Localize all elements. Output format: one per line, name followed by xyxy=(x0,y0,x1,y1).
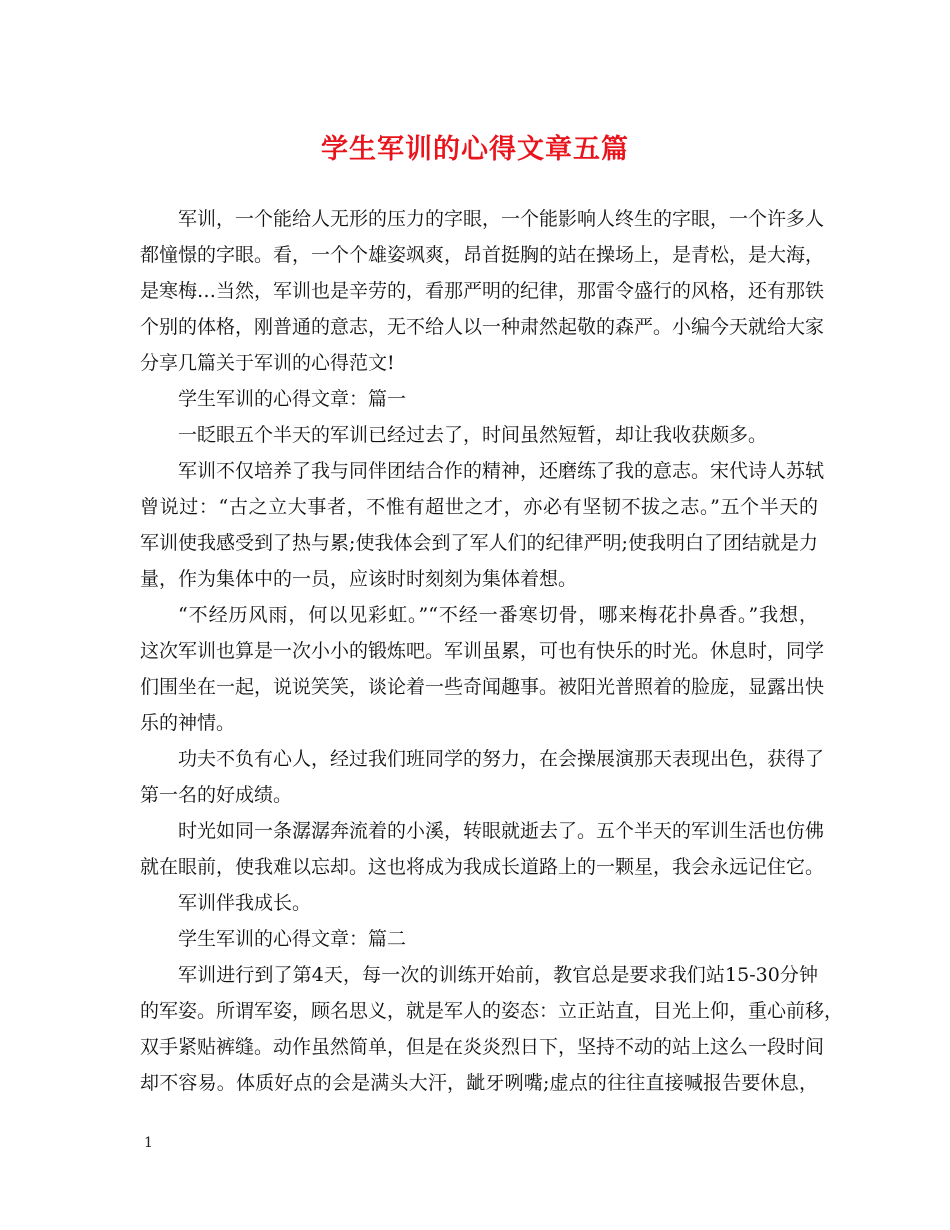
paragraph-line: “不经历风雨，何以见彩虹。”“不经一番寒切骨，哪来梅花扑鼻香。”我想， xyxy=(178,604,818,626)
paragraph-line: 功夫不负有心人，经过我们班同学的努力，在会操展演那天表现出色，获得了 xyxy=(178,748,825,770)
paragraph-line: 第一名的好成绩。 xyxy=(140,784,293,806)
paragraph-line: 军训，一个能给人无形的压力的字眼，一个能影响人终生的字眼，一个许多人 xyxy=(178,208,825,230)
paragraph-line: 军训不仅培养了我与同伴团结合作的精神，还磨练了我的意志。宋代诗人苏轼 xyxy=(178,460,825,482)
paragraph-line: 乐的神情。 xyxy=(140,712,236,734)
paragraph-line: 军训进行到了第4天，每一次的训练开始前，教官总是要求我们站15-30分钟 xyxy=(178,964,818,986)
paragraph-line: 分享几篇关于军训的心得范文! xyxy=(140,352,395,374)
document-body xyxy=(140,201,844,1101)
paragraph-line: 们围坐在一起，说说笑笑，谈论着一些奇闻趣事。被阳光普照着的脸庞，显露出快 xyxy=(140,676,825,698)
paragraph-line: 时光如同一条潺潺奔流着的小溪，转眼就逝去了。五个半天的军训生活也仿佛 xyxy=(178,820,825,842)
paragraph-line: 曾说过：“古之立大事者，不惟有超世之才，亦必有坚韧不拔之志。”五个半天的 xyxy=(140,496,818,518)
paragraph-line: 军训伴我成长。 xyxy=(178,892,312,914)
paragraph-line: 这次军训也算是一次小小的锻炼吧。军训虽累，可也有快乐的时光。休息时，同学 xyxy=(140,640,825,662)
section-heading: 学生军训的心得文章：篇一 xyxy=(178,388,407,410)
paragraph-line: 量，作为集体中的一员，应该时时刻刻为集体着想。 xyxy=(140,568,578,590)
document-title: 学生军训的心得文章五篇 xyxy=(321,134,629,165)
paragraph-line: 的军姿。所谓军姿，顾名思义，就是军人的姿态：立正站直，目光上仰，重心前移， xyxy=(140,1000,844,1022)
paragraph-line: 军训使我感受到了热与累;使我体会到了军人们的纪律严明;使我明白了团结就是力 xyxy=(140,532,818,554)
section-heading: 学生军训的心得文章：篇二 xyxy=(178,928,407,950)
paragraph-line: 都憧憬的字眼。看，一个个雄姿飒爽，昂首挺胸的站在操场上，是青松，是大海， xyxy=(140,244,825,266)
paragraph-line: 却不容易。体质好点的会是满头大汗，龇牙咧嘴;虚点的往往直接喊报告要休息， xyxy=(140,1072,818,1094)
paragraph-line: 就在眼前，使我难以忘却。这也将成为我成长道路上的一颗星，我会永远记住它。 xyxy=(140,856,825,878)
paragraph-line: 个别的体格，刚普通的意志，无不给人以一种肃然起敬的森严。小编今天就给大家 xyxy=(140,316,825,338)
paragraph-line: 双手紧贴裤缝。动作虽然简单，但是在炎炎烈日下，坚持不动的站上这么一段时间 xyxy=(140,1036,825,1058)
paragraph-line: 是寒梅…当然，军训也是辛劳的，看那严明的纪律，那雷令盛行的风格，还有那铁 xyxy=(140,280,825,302)
page-number: 1 xyxy=(144,1135,153,1151)
paragraph-line: 一眨眼五个半天的军训已经过去了，时间虽然短暂，却让我收获颇多。 xyxy=(178,424,768,446)
